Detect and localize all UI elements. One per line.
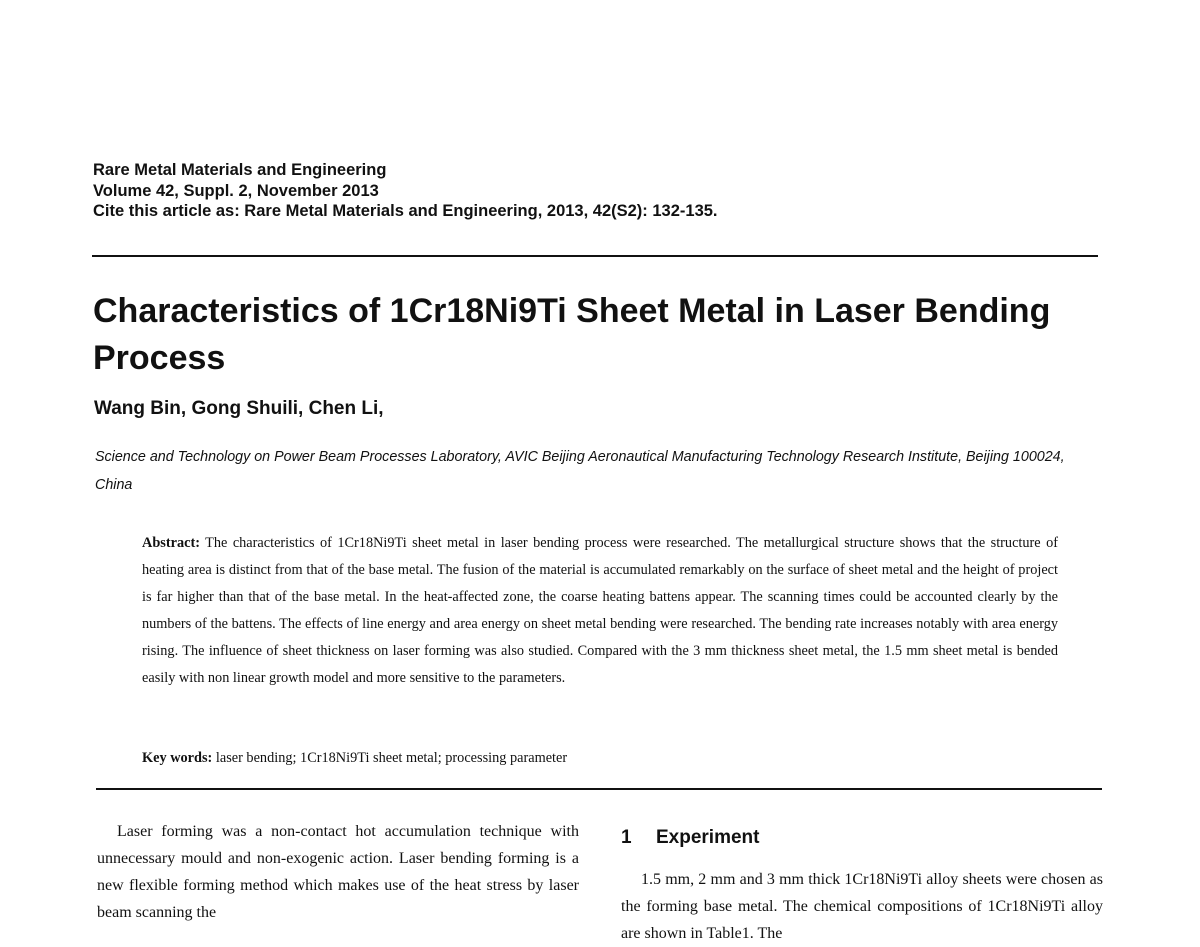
journal-header: [93, 160, 718, 222]
section-number: 1: [621, 827, 632, 848]
abstract-divider: [96, 788, 1102, 790]
author-list: Wang Bin, Gong Shuili, Chen Li,: [94, 398, 384, 419]
intro-paragraph: Laser forming was a non-contact hot accumulation technique with unnecessary mould and non-exogenic action. Laser bending forming is a new flexible forming method which makes use of the heat stress by laser beam scanning the: [97, 823, 579, 921]
keywords-label: Key words:: [142, 750, 213, 766]
journal-name: Rare Metal Materials and Engineering: [93, 161, 387, 179]
section-title: Experiment: [656, 827, 760, 848]
article-title: Characteristics of 1Cr18Ni9Ti Sheet Metal in Laser Bending Process: [93, 292, 1051, 377]
affiliation: Science and Technology on Power Beam Processes Laboratory, AVIC Beijing Aeronautical Manufacturing Technology Research Institute, Beijing 100024, China: [95, 449, 1065, 493]
abstract: [142, 530, 1058, 692]
journal-volume: Volume 42, Suppl. 2, November 2013: [93, 181, 379, 200]
header-divider: [92, 255, 1098, 257]
abstract-text: The characteristics of 1Cr18Ni9Ti sheet metal in laser bending process were researched. The metallurgical structure shows that the structure of heating area is distinct from that of the base metal. The fusion of the material is accumulated remarkably on the surface of sheet metal and the height of project is far higher than that of the base metal. In the heat-affected zone, the coarse heating battens appear. The scanning times could be accounted clearly by the numbers of the battens. The effects of line energy and area energy on sheet metal bending were researched. The bending rate increases notably with area energy rising. The influence of sheet thickness on laser forming was also studied. Compared with the 3 mm thickness sheet metal, the 1.5 mm sheet metal is bended easily with non linear growth model and more sensitive to the parameters.: [142, 535, 1058, 686]
keywords: [142, 746, 1058, 770]
keywords-text: laser bending; 1Cr18Ni9Ti sheet metal; processing parameter: [215, 750, 568, 766]
section-heading-experiment: [621, 827, 759, 849]
journal-citation: Cite this article as: Rare Metal Materials and Engineering, 2013, 42(S2): 132-135.: [93, 202, 718, 220]
abstract-label: Abstract:: [142, 535, 200, 551]
experiment-paragraph: 1.5 mm, 2 mm and 3 mm thick 1Cr18Ni9Ti alloy sheets were chosen as the forming base metal. The chemical compositions of 1Cr18Ni9Ti alloy are shown in Table1. The: [621, 871, 1103, 942]
